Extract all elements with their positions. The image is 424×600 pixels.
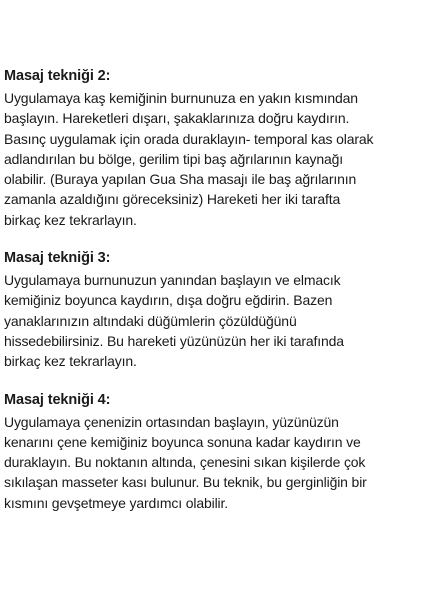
paragraph-line: kenarını çene kemiğiniz boyunca sonuna kadar kaydırın ve: [4, 433, 361, 450]
paragraph-line: birkaç kez tekrarlayın.: [4, 211, 137, 228]
paragraph-line: olabilir. (Buraya yapılan Gua Sha masajı ile baş ağrılarının: [4, 171, 357, 188]
paragraph-line: sıkılaşan masseter kası bulunur. Bu teknik, bu gerginliğin bir: [4, 474, 367, 491]
paragraph-line: Uygulamaya burnunuzun yanından başlayın ve elmacık: [4, 272, 341, 289]
section-heading: Masaj tekniği 3:: [4, 250, 111, 267]
paragraph-line: zamanla azaldığını göreceksiniz) Hareketi her iki tarafta: [4, 191, 341, 208]
paragraph-line: kısmını gevşetmeye yardımcı olabilir.: [4, 494, 228, 511]
paragraph-line: Uygulamaya çenenizin ortasından başlayın, yüzünüzün: [4, 413, 339, 430]
paragraph-line: yanaklarınızın altındaki düğümlerin çözüldüğünü: [4, 312, 297, 329]
section-technique-3: [4, 248, 420, 371]
paragraph-line: adlandırılan bu bölge, gerilim tipi baş ağrılarının kaynağı: [4, 150, 344, 167]
section-paragraph: [4, 270, 420, 371]
section-heading: Masaj tekniği 4:: [4, 391, 111, 408]
paragraph-line: duraklayın. Bu noktanın altında, çenesini sıkan kişilerde çok: [4, 454, 366, 471]
section-paragraph: [4, 88, 420, 230]
section-technique-4: [4, 390, 420, 513]
document-body: [4, 66, 420, 531]
paragraph-line: birkaç kez tekrarlayın.: [4, 353, 137, 370]
paragraph-line: Basınç uygulamak için orada duraklayın- temporal kas olarak: [4, 130, 374, 147]
paragraph-line: başlayın. Hareketleri dışarı, şakaklarınıza doğru kaydırın.: [4, 110, 350, 127]
paragraph-line: kemiğiniz boyunca kaydırın, dışa doğru eğdirin. Bazen: [4, 292, 333, 309]
section-technique-2: [4, 66, 420, 230]
section-heading: Masaj tekniği 2:: [4, 68, 111, 84]
paragraph-line: Uygulamaya kaş kemiğinin burnunuza en yakın kısmından: [4, 90, 358, 106]
section-paragraph: [4, 412, 420, 513]
paragraph-line: hissedebilirsiniz. Bu hareketi yüzünüzün her iki tarafında: [4, 332, 344, 349]
